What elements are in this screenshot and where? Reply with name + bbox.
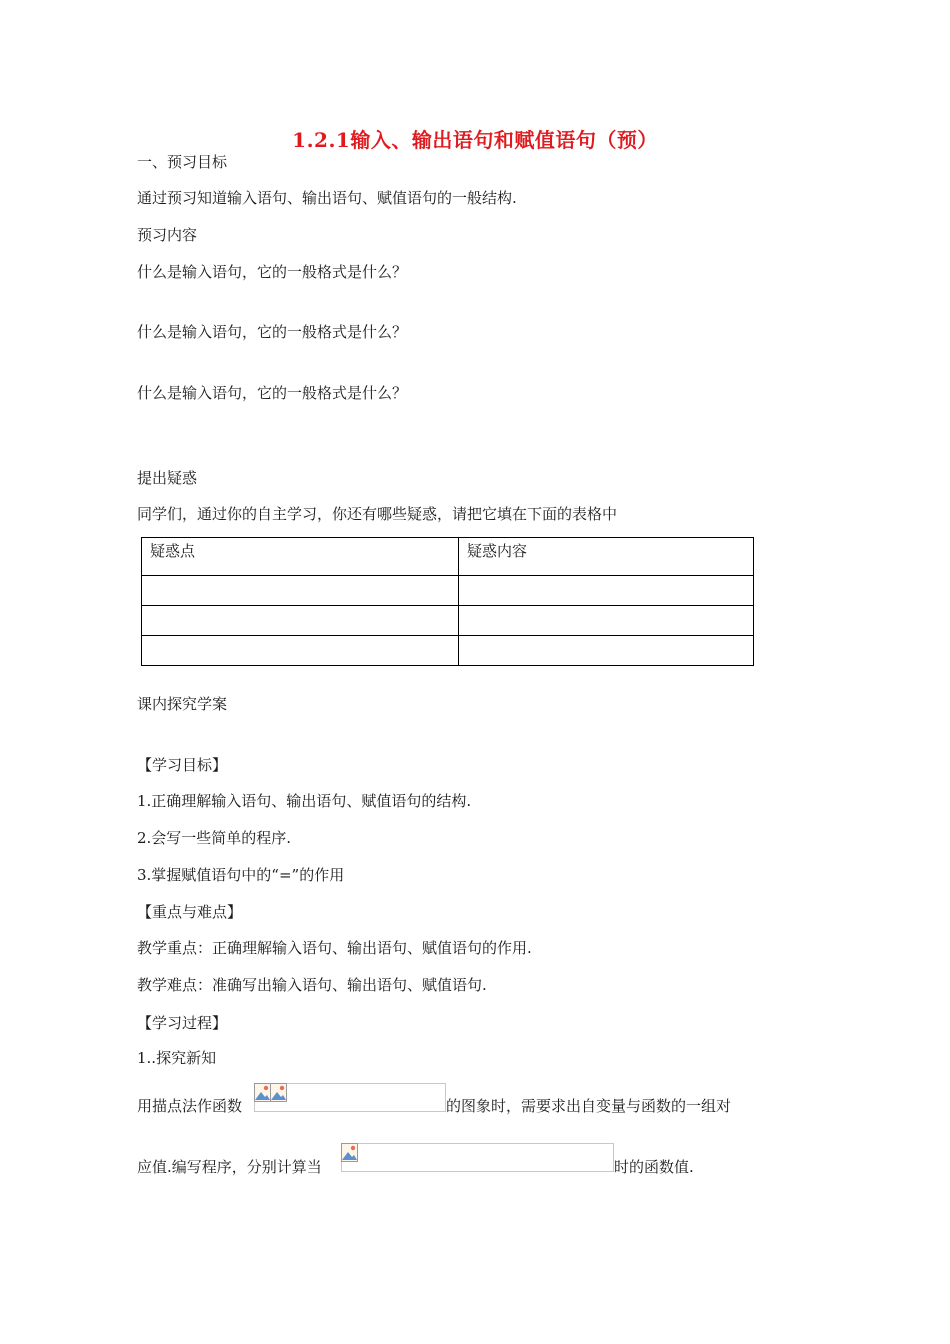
preview-goal-text: 通过预习知道输入语句、输出语句、赋值语句的一般结构.	[137, 189, 517, 207]
table-row	[142, 576, 754, 606]
table-cell[interactable]	[459, 576, 754, 606]
broken-image-icon	[341, 1143, 359, 1163]
paragraph-1-before: 用描点法作函数	[137, 1097, 243, 1115]
process-heading: 【学习过程】	[137, 1014, 228, 1032]
objective-3: 3.掌握赋值语句中的“=”的作用	[137, 866, 345, 884]
broken-image-icon	[270, 1083, 288, 1103]
table-cell[interactable]	[142, 636, 459, 666]
table-cell[interactable]	[459, 636, 754, 666]
table-row	[142, 636, 754, 666]
objectives-heading: 【学习目标】	[137, 756, 228, 774]
table-cell[interactable]	[142, 606, 459, 636]
table-cell[interactable]	[459, 606, 754, 636]
doubt-instruction: 同学们，通过你的自主学习，你还有哪些疑惑，请把它填在下面的表格中	[137, 505, 618, 523]
preview-question-1: 什么是输入语句，它的一般格式是什么？	[137, 263, 408, 281]
paragraph-2-before: 应值.编写程序，分别计算当	[137, 1158, 322, 1176]
preview-question-3: 什么是输入语句，它的一般格式是什么？	[137, 384, 408, 402]
key-point: 教学重点：正确理解输入语句、输出语句、赋值语句的作用.	[137, 939, 532, 957]
paragraph-2-after: 时的函数值.	[614, 1158, 694, 1176]
preview-question-2: 什么是输入语句，它的一般格式是什么？	[137, 323, 408, 341]
document-title: 1.2.1输入、输出语句和赋值语句（预）	[292, 128, 658, 152]
key-difficult-heading: 【重点与难点】	[137, 903, 243, 921]
preview-content-heading: 预习内容	[137, 226, 198, 244]
doubt-table	[141, 537, 754, 666]
formula-image-placeholder	[341, 1143, 614, 1172]
doubt-table-header-point: 疑惑点	[142, 538, 459, 576]
preview-section-heading: 一、预习目标	[137, 153, 228, 171]
objective-2: 2.会写一些简单的程序.	[137, 829, 292, 847]
doubt-table-header-content: 疑惑内容	[459, 538, 754, 576]
objective-1: 1.正确理解输入语句、输出语句、赋值语句的结构.	[137, 792, 472, 810]
step-1-heading: 1..探究新知	[137, 1049, 217, 1067]
table-cell[interactable]	[142, 576, 459, 606]
difficult-point: 教学难点：准确写出输入语句、输出语句、赋值语句.	[137, 976, 487, 994]
table-row	[142, 606, 754, 636]
paragraph-1-after: 的图象时，需要求出自变量与函数的一组对	[446, 1097, 732, 1115]
doubt-table-header-row	[142, 538, 754, 576]
doubt-heading: 提出疑惑	[137, 469, 198, 487]
inclass-heading: 课内探究学案	[137, 695, 228, 713]
